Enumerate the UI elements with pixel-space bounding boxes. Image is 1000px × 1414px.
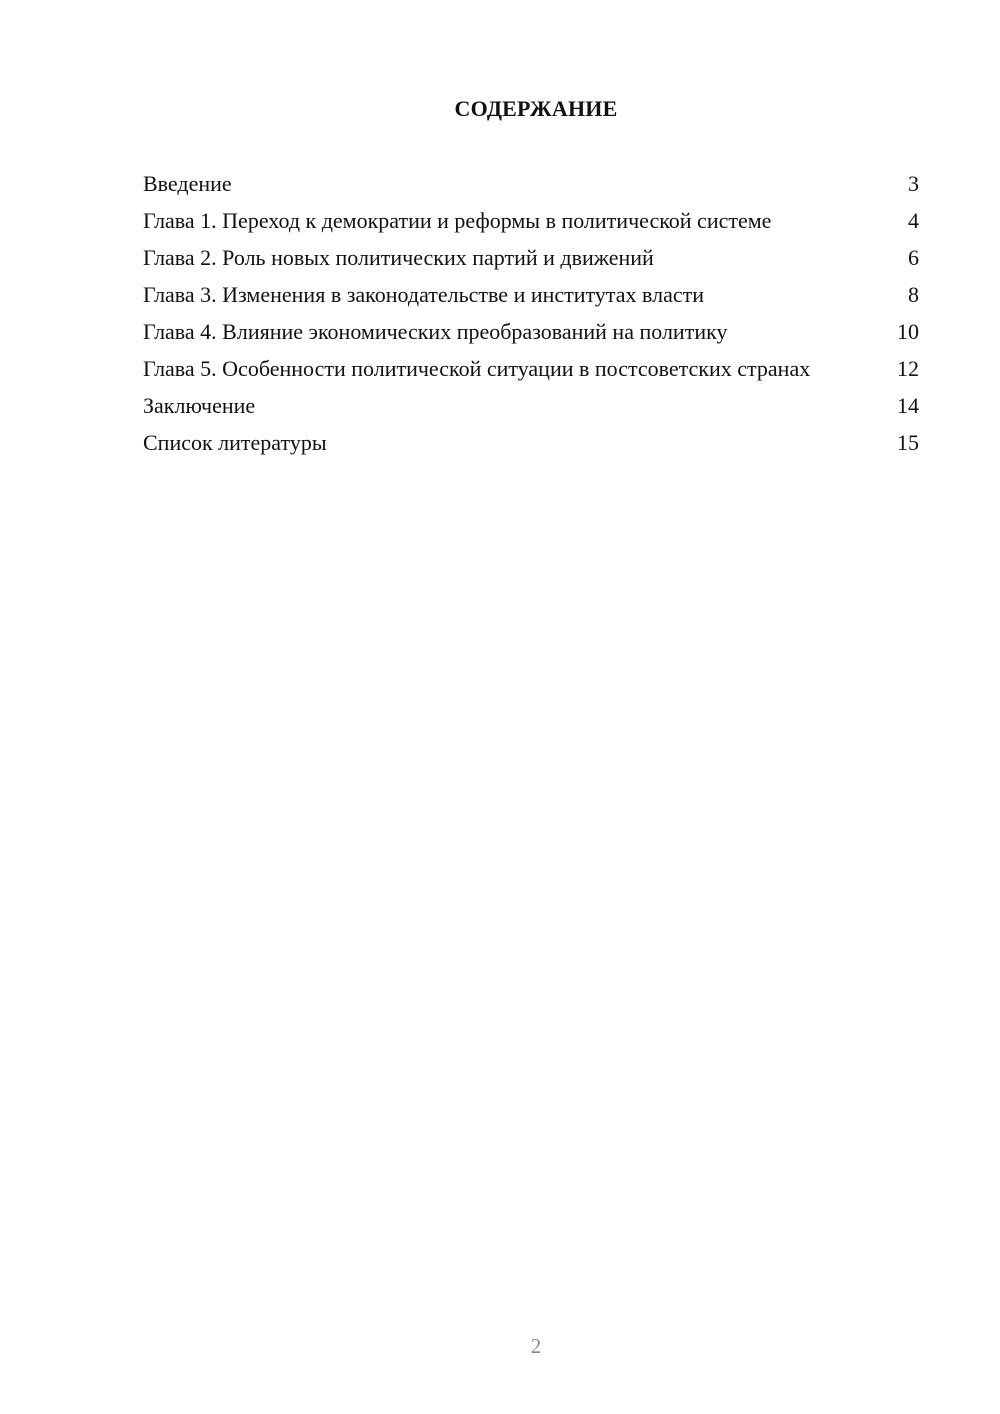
toc-entry-chapter-5[interactable] (143, 355, 919, 382)
toc-entry-page: 15 (897, 430, 919, 455)
toc-entry-page: 14 (897, 393, 919, 418)
toc-entry-page: 12 (897, 356, 919, 381)
table-of-contents (143, 170, 919, 466)
toc-entry-page: 4 (908, 208, 919, 233)
toc-entry-page: 10 (897, 319, 919, 344)
toc-entry-title: Список литературы (143, 430, 327, 455)
toc-entry-title: Заключение (143, 393, 256, 418)
toc-entry-chapter-2[interactable] (143, 244, 919, 271)
toc-entry-page: 6 (908, 245, 919, 270)
toc-entry-chapter-1[interactable] (143, 207, 919, 234)
toc-entry-references[interactable] (143, 429, 919, 456)
toc-entry-page: 8 (908, 282, 919, 307)
page-number: 2 (530, 1334, 542, 1358)
toc-entry-chapter-4[interactable] (143, 318, 919, 345)
toc-entry-conclusion[interactable] (143, 392, 919, 419)
toc-entry-title: Глава 5. Особенности политической ситуации в постсоветских странах (143, 356, 811, 381)
toc-entry-title: Глава 4. Влияние экономических преобразований на политику (143, 319, 728, 344)
toc-entry-title: Глава 3. Изменения в законодательстве и институтах власти (143, 282, 704, 307)
page-title: СОДЕРЖАНИЕ (454, 96, 618, 121)
toc-entry-title: Глава 2. Роль новых политических партий и движений (143, 245, 654, 270)
toc-entry-title: Введение (143, 171, 232, 196)
toc-entry-page: 3 (908, 171, 919, 196)
toc-entry-title: Глава 1. Переход к демократии и реформы в политической системе (143, 208, 772, 233)
toc-entry-introduction[interactable] (143, 170, 919, 197)
toc-entry-chapter-3[interactable] (143, 281, 919, 308)
